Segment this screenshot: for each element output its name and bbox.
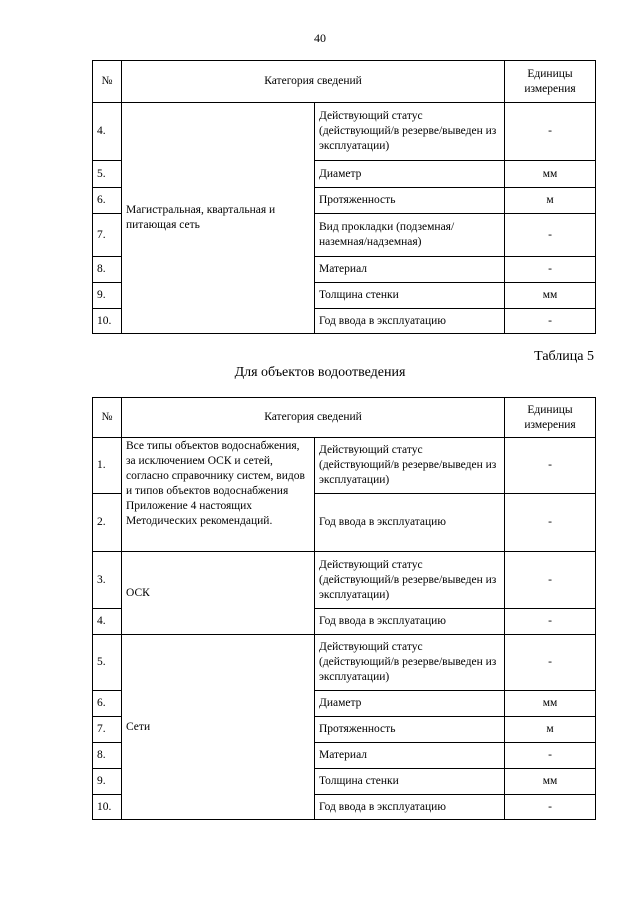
unit-value: - <box>505 214 596 257</box>
unit-value: - <box>505 743 596 769</box>
attribute-name: Действующий статус (действующий/в резерве/выведен из эксплуатации) <box>315 635 505 691</box>
row-number: 5. <box>93 161 122 188</box>
attribute-name: Протяженность <box>315 717 505 743</box>
attribute-name: Действующий статус (действующий/в резерве/выведен из эксплуатации) <box>315 103 505 161</box>
group-label: Сети <box>122 635 315 820</box>
header-number: № <box>93 61 122 103</box>
row-number: 4. <box>93 103 122 161</box>
unit-value: м <box>505 188 596 214</box>
table-row <box>93 635 596 691</box>
row-number: 10. <box>93 309 122 334</box>
row-number: 8. <box>93 743 122 769</box>
header-number: № <box>93 398 122 438</box>
row-number: 2. <box>93 494 122 552</box>
unit-value: - <box>505 438 596 494</box>
page-number: 40 <box>314 31 326 45</box>
attribute-name: Вид прокладки (подземная/наземная/надземная) <box>315 214 505 257</box>
table-header-row <box>93 61 596 103</box>
header-unit: Единицы измерения <box>505 398 596 438</box>
row-number: 3. <box>93 552 122 609</box>
row-number: 9. <box>93 283 122 309</box>
unit-value: - <box>505 103 596 161</box>
attribute-name: Диаметр <box>315 691 505 717</box>
table-header-row <box>93 398 596 438</box>
header-unit: Единицы измерения <box>505 61 596 103</box>
row-number: 8. <box>93 257 122 283</box>
unit-value: мм <box>505 691 596 717</box>
table-row <box>93 552 596 609</box>
row-number: 7. <box>93 214 122 257</box>
table-row <box>93 438 596 494</box>
unit-value: мм <box>505 283 596 309</box>
table-5 <box>92 397 596 820</box>
attribute-name: Год ввода в эксплуатацию <box>315 494 505 552</box>
row-number: 7. <box>93 717 122 743</box>
unit-value: - <box>505 552 596 609</box>
group-label: Магистральная, квартальная и питающая сеть <box>122 103 315 334</box>
group-label: ОСК <box>122 552 315 635</box>
attribute-name: Толщина стенки <box>315 769 505 795</box>
header-category: Категория сведений <box>122 61 505 103</box>
table-4 <box>92 60 596 334</box>
row-number: 6. <box>93 691 122 717</box>
attribute-name: Материал <box>315 257 505 283</box>
attribute-name: Год ввода в эксплуатацию <box>315 795 505 820</box>
table-row <box>93 103 596 161</box>
unit-value: мм <box>505 161 596 188</box>
row-number: 10. <box>93 795 122 820</box>
unit-value: - <box>505 609 596 635</box>
table-5-title: Для объектов водоотведения <box>234 365 406 380</box>
row-number: 9. <box>93 769 122 795</box>
row-number: 1. <box>93 438 122 494</box>
unit-value: - <box>505 635 596 691</box>
row-number: 6. <box>93 188 122 214</box>
attribute-name: Толщина стенки <box>315 283 505 309</box>
row-number: 4. <box>93 609 122 635</box>
attribute-name: Действующий статус (действующий/в резерве/выведен из эксплуатации) <box>315 552 505 609</box>
table-5-number: Таблица 5 <box>534 349 594 364</box>
unit-value: - <box>505 309 596 334</box>
attribute-name: Диаметр <box>315 161 505 188</box>
header-category: Категория сведений <box>122 398 505 438</box>
attribute-name: Протяженность <box>315 188 505 214</box>
unit-value: - <box>505 494 596 552</box>
unit-value: мм <box>505 769 596 795</box>
unit-value: - <box>505 257 596 283</box>
unit-value: м <box>505 717 596 743</box>
attribute-name: Действующий статус (действующий/в резерве/выведен из эксплуатации) <box>315 438 505 494</box>
row-number: 5. <box>93 635 122 691</box>
attribute-name: Год ввода в эксплуатацию <box>315 309 505 334</box>
group-label: Все типы объектов водоснабжения, за исключением ОСК и сетей, согласно справочнику систем, видов и типов объектов водоснабжения Приложение 4 настоящих Методических рекомендаций. <box>122 438 315 552</box>
attribute-name: Материал <box>315 743 505 769</box>
attribute-name: Год ввода в эксплуатацию <box>315 609 505 635</box>
unit-value: - <box>505 795 596 820</box>
